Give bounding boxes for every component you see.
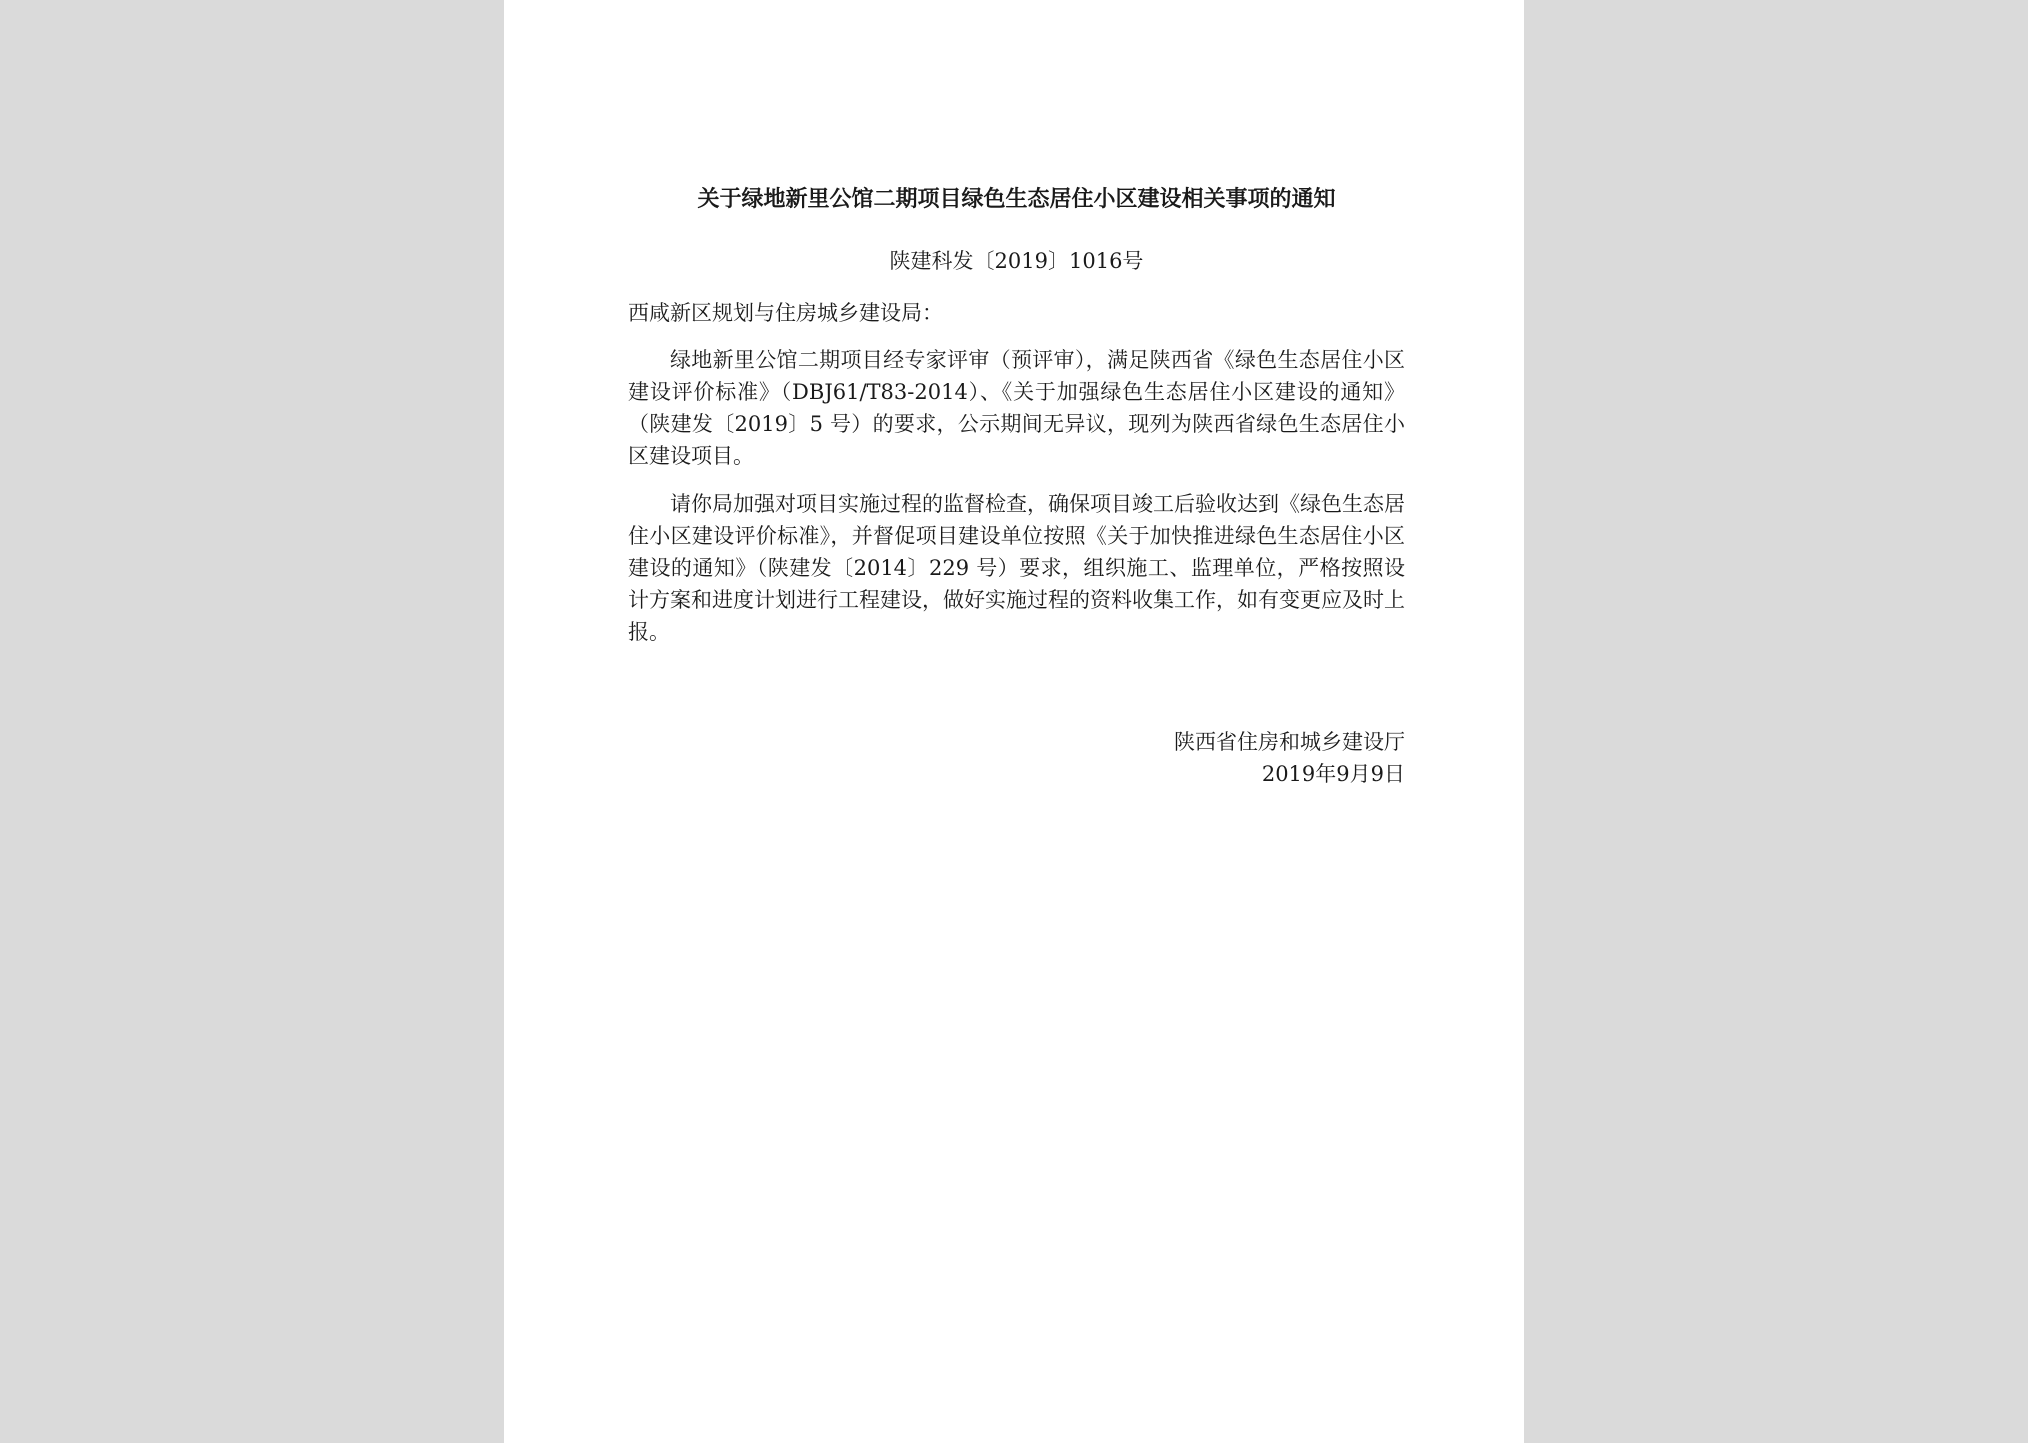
signature-block — [628, 726, 1405, 790]
addressee: 西咸新区规划与住房城乡建设局： — [628, 301, 943, 325]
document-page — [504, 0, 1524, 1443]
document-title: 关于绿地新里公馆二期项目绿色生态居住小区建设相关事项的通知 — [697, 187, 1336, 212]
paragraph-2: 请你局加强对项目实施过程的监督检查，确保项目竣工后验收达到《绿色生态居住小区建设评价标准》，并督促项目建设单位按照《关于加快推进绿色生态居住小区建设的通知》（陕建发〔2014〕229 号）要求，组织施工、监理单位，严格按照设计方案和进度计划进行工程建设，做好实施过程的资料收集工作，如有变更应及时上报。 — [628, 492, 1405, 644]
document-number: 陕建科发〔2019〕1016号 — [889, 249, 1144, 273]
issue-date: 2019年9月9日 — [1261, 762, 1405, 786]
issuer-name: 陕西省住房和城乡建设厅 — [1174, 730, 1405, 754]
document-body — [628, 180, 1405, 790]
paragraph-1: 绿地新里公馆二期项目经专家评审（预评审），满足陕西省《绿色生态居住小区建设评价标准》（DBJ61/T83-2014）、《关于加强绿色生态居住小区建设的通知》（陕建发〔2019〕5 号）的要求，公示期间无异议，现列为陕西省绿色生态居住小区建设项目。 — [628, 348, 1405, 468]
